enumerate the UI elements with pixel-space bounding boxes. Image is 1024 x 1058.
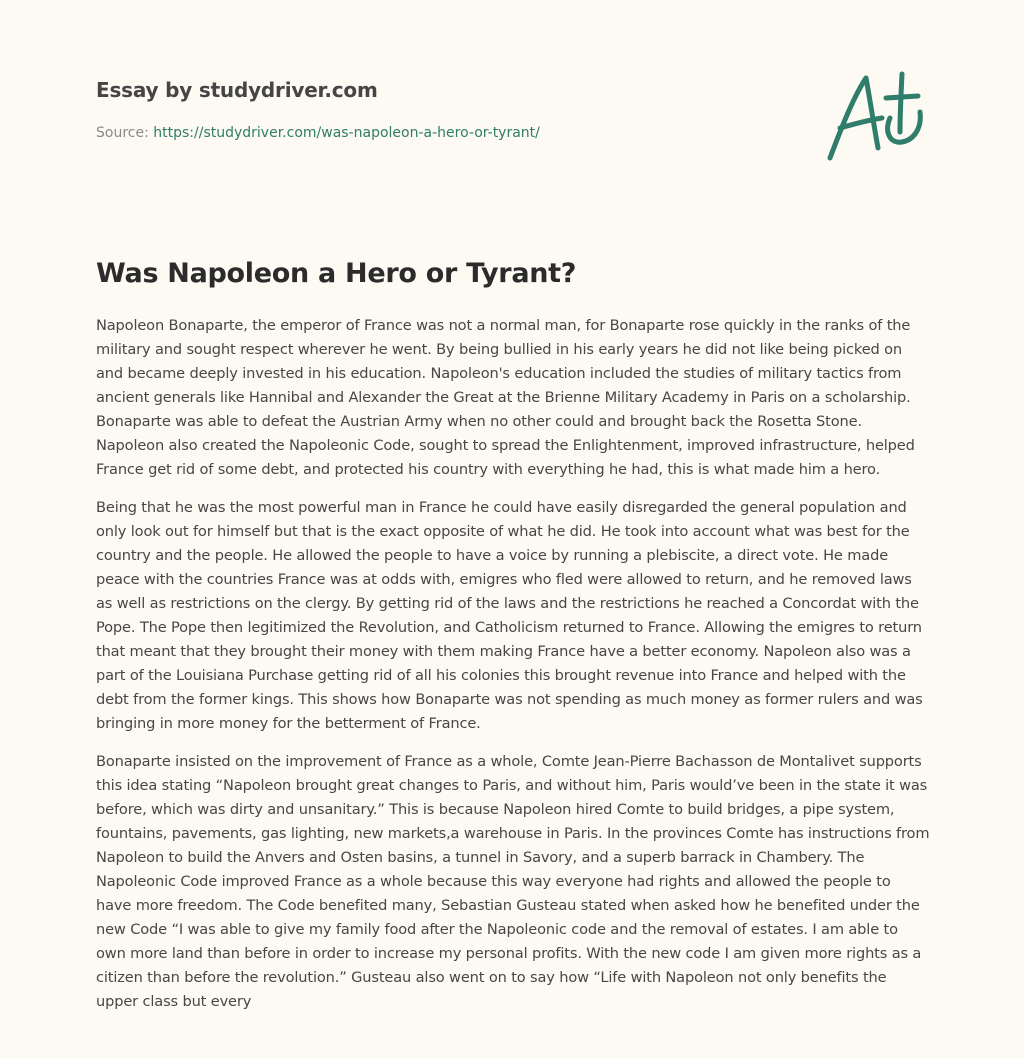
source-link[interactable]: https://studydriver.com/was-napoleon-a-hero-or-tyrant/ bbox=[153, 125, 540, 141]
paragraph-2: Being that he was the most powerful man in France he could have easily disregarded the general population and only look out for himself but that is the exact opposite of what he did. He took into account what was best for the country and the people. He allowed the people to have a voice by running a plebiscite, a direct vote. He made peace with the countries France was at odds with, emigres who fled were allowed to return, and he removed laws as well as restrictions on the clergy. By getting rid of the laws and the restrictions he reached a Concordat with the Pope. The Pope then legitimized the Revolution, and Catholicism returned to France. Allowing the emigres to return that meant that they brought their money with them making France have a better economy. Napoleon also was a part of the Louisiana Purchase getting rid of all his colonies this brought revenue into France and helped with the debt from the former kings. This shows how Bonaparte was not spending as much money as former rulers and was bringing in more money for the betterment of France. bbox=[96, 499, 923, 732]
paragraph-1: Napoleon Bonaparte, the emperor of France was not a normal man, for Bonaparte rose quickly in the ranks of the military and sought respect wherever he went. By being bullied in his early years he did not like being picked on and became deeply invested in his education. Napoleon's education included the studies of military tactics from ancient generals like Hannibal and Alexander the Great at the Brienne Military Academy in Paris on a scholarship. Bonaparte was able to defeat the Austrian Army when no other could and brought back the Rosetta Stone. Napoleon also created the Napoleonic Code, sought to spread the Enlightenment, improved infrastructure, helped France get rid of some debt, and protected his country with everything he had, this is what made him a hero. bbox=[96, 317, 915, 478]
brand-title: Essay by studydriver.com bbox=[96, 78, 378, 102]
paragraph-3: Bonaparte insisted on the improvement of France as a whole, Comte Jean-Pierre Bachasson de Montalivet supports this idea stating “Napoleon brought great changes to Paris, and without him, Paris would’ve been in the state it was before, which was dirty and unsanitary.” This is because Napoleon hired Comte to build bridges, a pipe system, fountains, pavements, gas lighting, new markets,a warehouse in Paris. In the provinces Comte has instructions from Napoleon to build the Anvers and Osten basins, a tunnel in Savory, and a superb barrack in Chambery. The Napoleonic Code improved France as a whole because this way everyone had rights and allowed the people to have more freedom. The Code benefited many, Sebastian Gusteau stated when asked how he benefited under the new Code “I was able to give my family food after the Napoleonic code and the removal of estates. I am able to own more land than before in order to increase my personal profits. With the new code I am given more rights as a citizen than before the revolution.” Gusteau also went on to say how “Life with Napoleon not only benefits the upper class but every bbox=[96, 753, 930, 1010]
essay-title: Was Napoleon a Hero or Tyrant? bbox=[96, 258, 577, 289]
essay-body bbox=[96, 314, 930, 1028]
source-line bbox=[96, 123, 796, 143]
essay-header bbox=[96, 72, 796, 143]
source-label: Source: bbox=[96, 125, 149, 141]
a-plus-logo-icon bbox=[820, 66, 932, 166]
